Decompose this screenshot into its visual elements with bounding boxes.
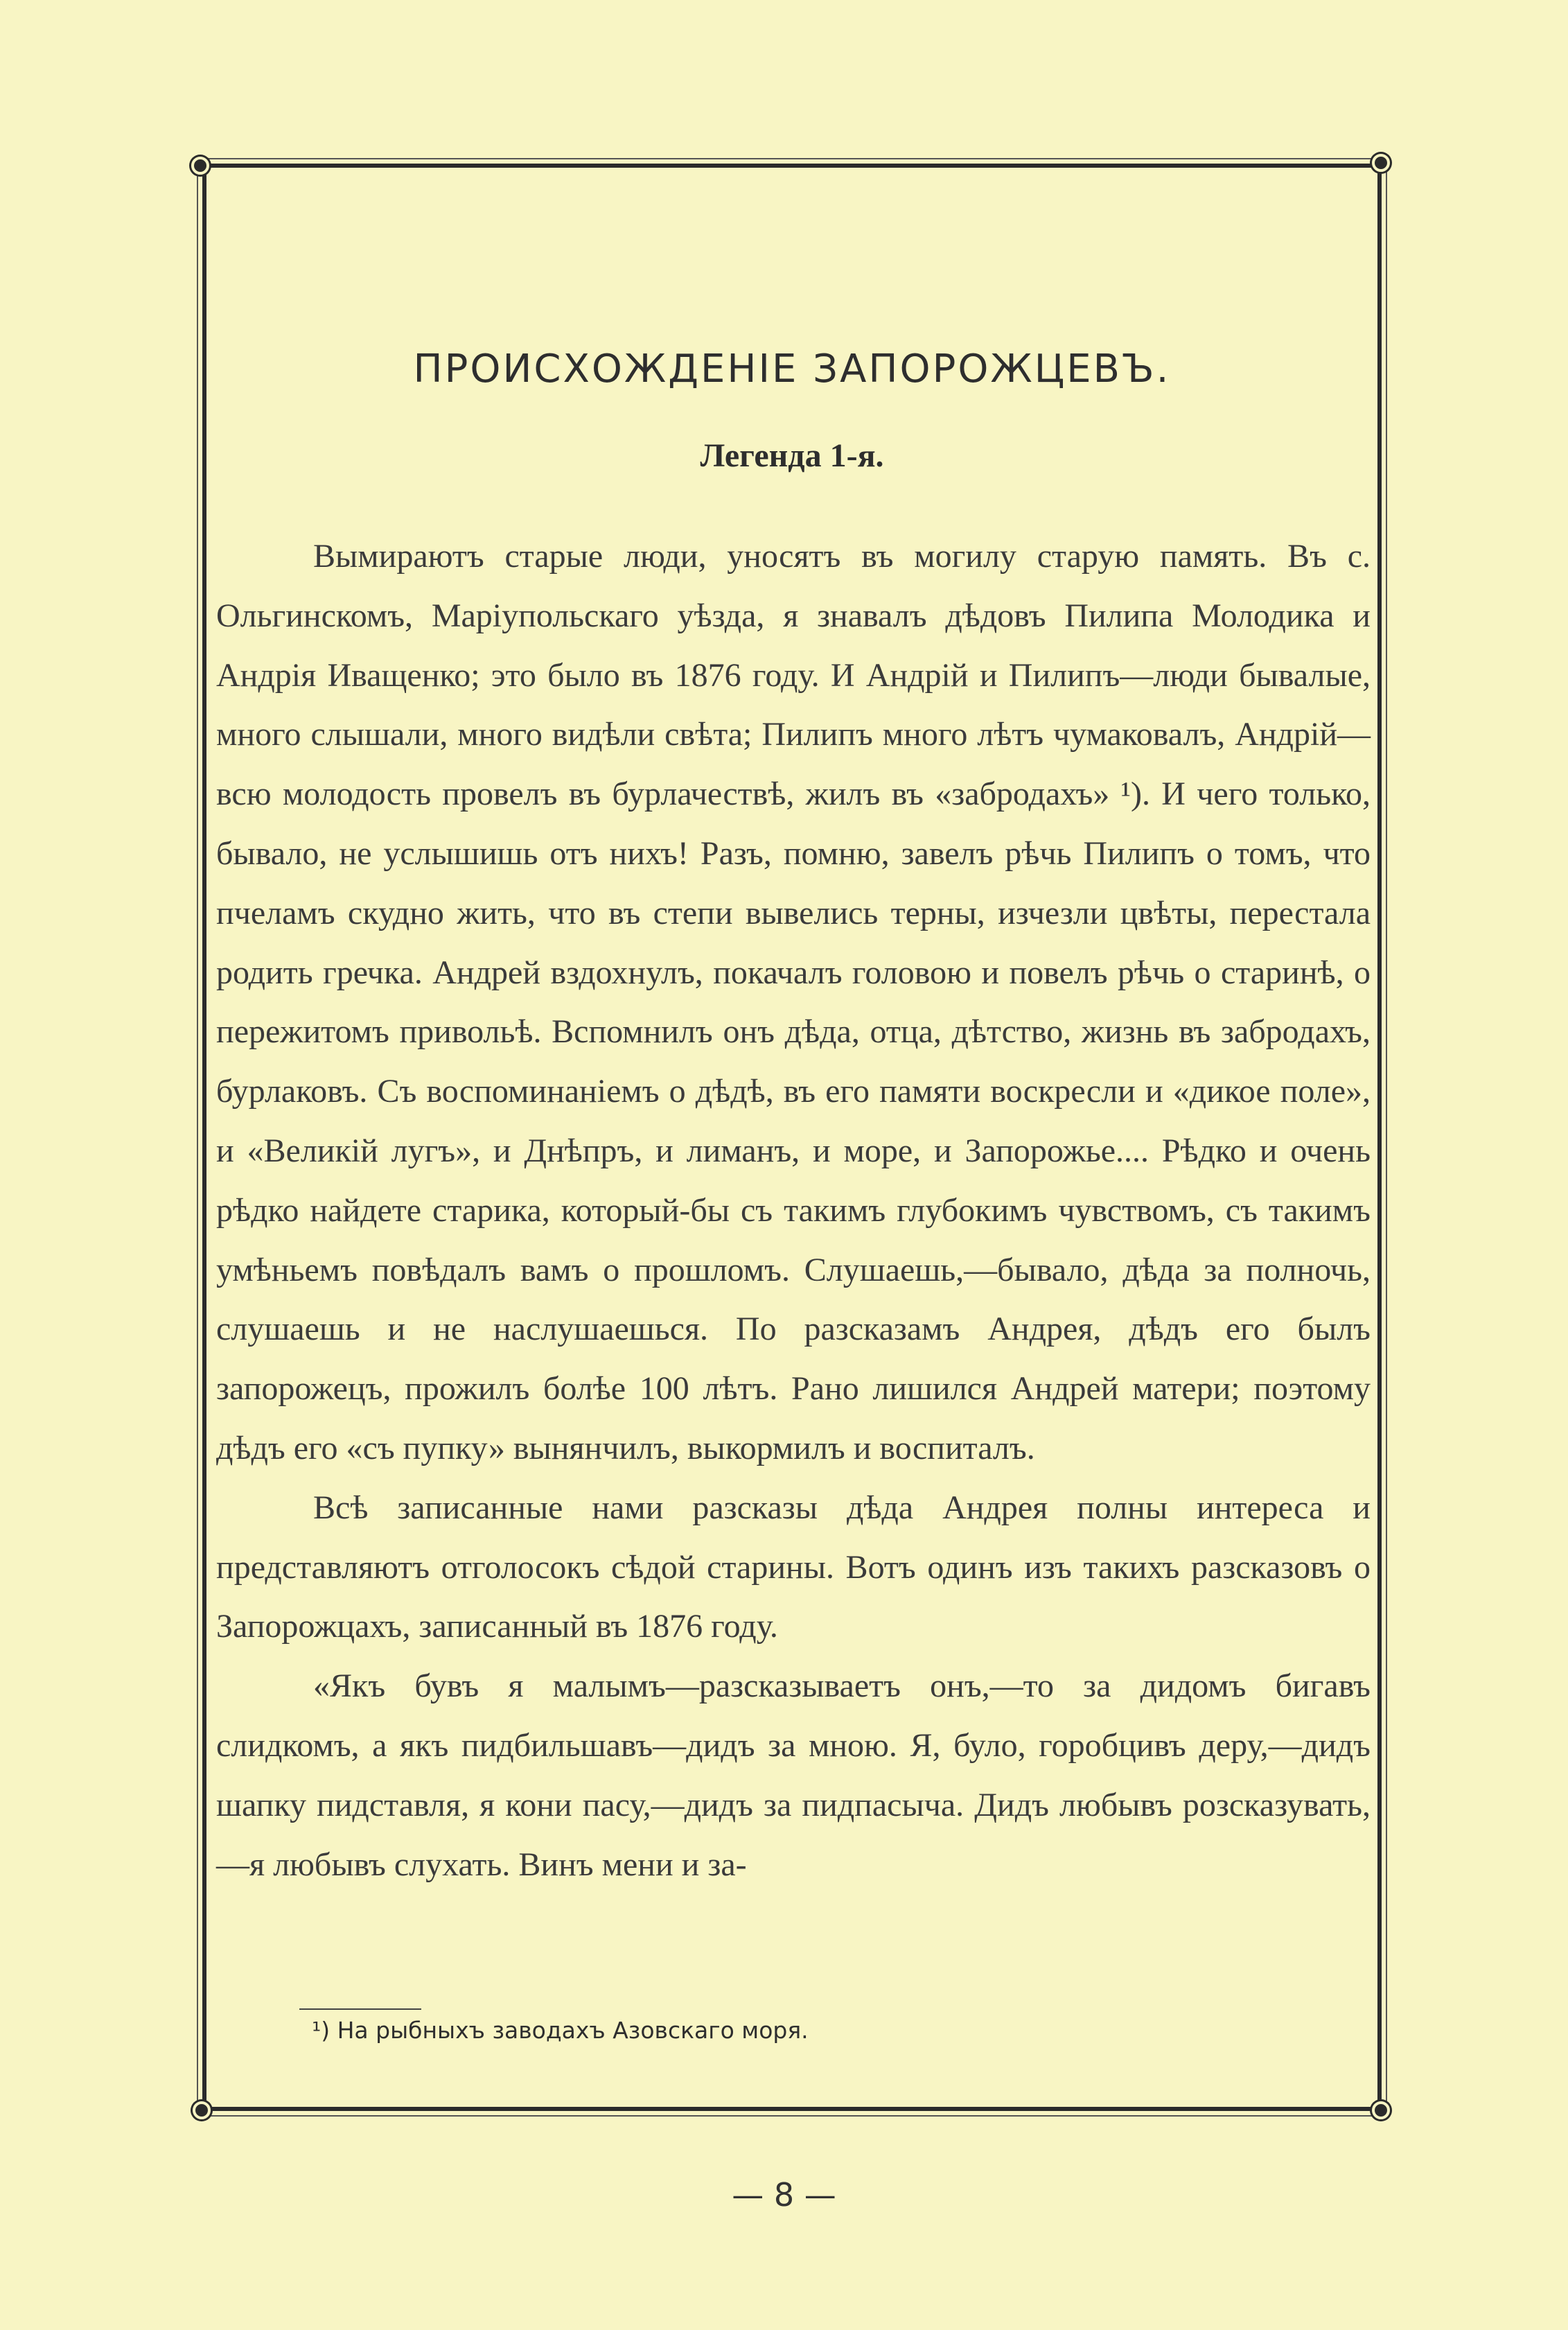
frame-corner-ornament xyxy=(191,157,209,175)
paragraph: Вымираютъ старые люди, уносятъ въ могилу старую память. Въ с. Ольгинскомъ, Маріупольскаго уѣзда, я знавалъ дѣдовъ Пилипа Молодика и Андрія Иващенко; это было въ 1876 году. И Андрій и Пилипъ—люди бывалые, много слышали, много видѣли свѣта; Пилипъ много лѣтъ чумаковалъ, Андрій—всю молодость провелъ въ бурлачествѣ, жилъ въ «забродахъ» ¹). И чего только, бывало, не услышишь отъ нихъ! Разъ, помню, завелъ рѣчь Пилипъ о томъ, что пчеламъ скудно жить, что въ степи вывелись терны, изчезли цвѣты, перестала родить гречка. Андрей вздохнулъ, покачалъ головою и повелъ рѣчь о старинѣ, о пережитомъ привольѣ. Вспомнилъ онъ дѣда, отца, дѣтство, жизнь въ забродахъ, бурлаковъ. Съ воспоминаніемъ о дѣдѣ, въ его памяти воскресли и «дикое поле», и «Великій лугъ», и Днѣпръ, и лиманъ, и море, и Запорожье.... Рѣдко и очень рѣдко найдете старика, который-бы съ такимъ глубокимъ чувствомъ, съ такимъ умѣньемъ повѣдалъ вамъ о прошломъ. Слушаешь,—бывало, дѣда за полночь, слушаешь и не наслушаешься. По разсказамъ Андрея, дѣдъ его былъ запорожецъ, прожилъ болѣе 100 лѣтъ. Рано лишился Андрей матери; поэтому дѣдъ его «съ пупку» вынянчилъ, выкормилъ и воспиталъ. xyxy=(216,538,1371,1466)
frame-corner-ornament xyxy=(1372,2101,1390,2119)
chapter-title: ПРОИСХОЖДЕНІЕ ЗАПОРОЖЦЕВЪ. xyxy=(413,347,1171,392)
footnote-rule xyxy=(299,2008,421,2010)
body-text xyxy=(216,527,1371,1894)
frame-corner-ornament xyxy=(1372,154,1390,172)
paragraph: Всѣ записанные нами разсказы дѣда Андрея полны интереса и представляютъ отголосокъ сѣдой старины. Вотъ одинъ изъ такихъ разсказовъ о Запорожцахъ, записанный въ 1876 году. xyxy=(216,1489,1371,1645)
frame-corner-ornament xyxy=(193,2101,211,2119)
footnote: ¹) На рыбныхъ заводахъ Азовскаго моря. xyxy=(312,2017,809,2044)
legend-subtitle: Легенда 1-я. xyxy=(700,437,884,474)
page-number: — 8 — xyxy=(732,2176,836,2214)
paragraph: «Якъ бувъ я малымъ—разсказываетъ онъ,—то за дидомъ бигавъ слидкомъ, а якъ пидбильшавъ—дидъ за мною. Я, було, горобцивъ деру,—дидъ шапку пидставля, я кони пасу,—дидъ за пидпасыча. Дидъ любывъ розсказувать,—я любывъ слухать. Винъ мени и за- xyxy=(216,1667,1371,1883)
